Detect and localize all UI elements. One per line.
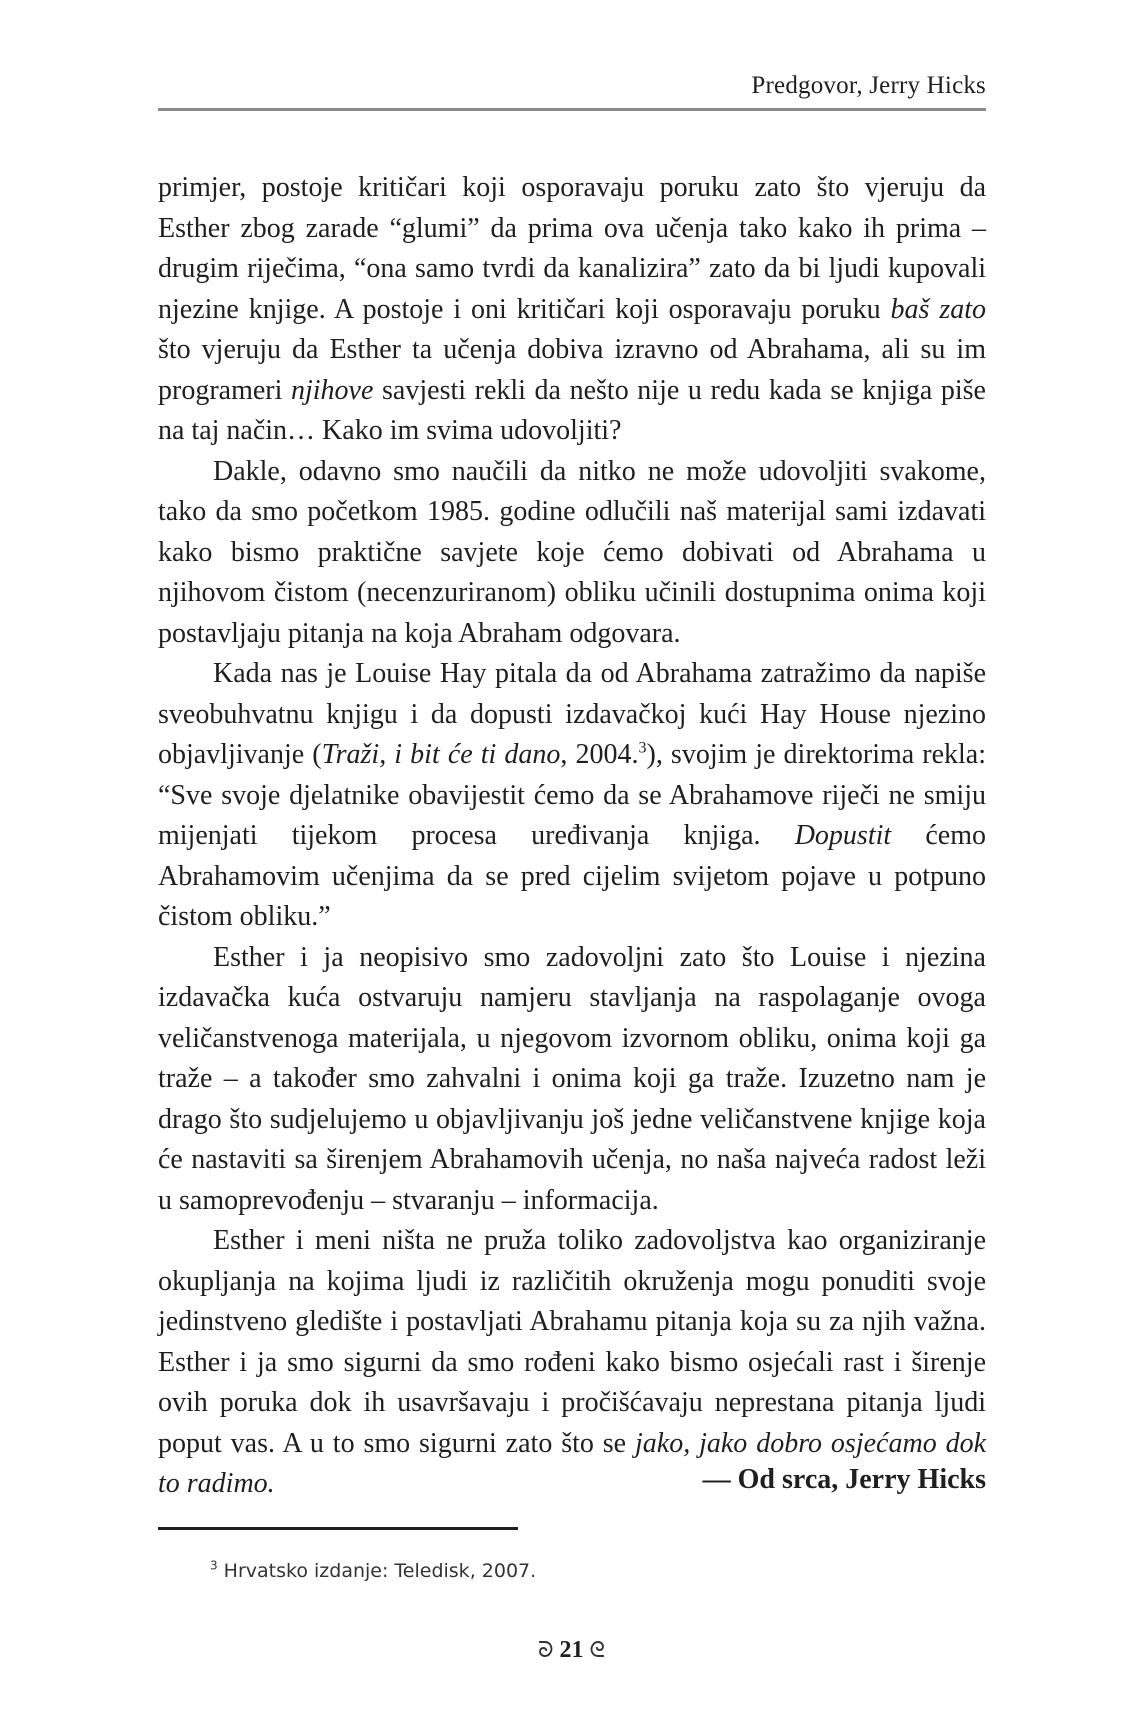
- header-rule: [158, 108, 986, 111]
- ornament-right-icon: ᘓ: [589, 1637, 605, 1662]
- paragraph: [158, 452, 986, 655]
- italic-text: Dopustit: [794, 820, 892, 851]
- text-run: što vjeruju da Esther ta učenja dobiva izravno od Abrahama, ali su im programeri: [158, 334, 986, 406]
- text-run: savjesti rekli da nešto nije u redu kada se knjiga piše na taj način… Kako im svima udovoljiti?: [158, 374, 986, 446]
- footnote-rule: [158, 1527, 518, 1530]
- running-head: Predgovor, Jerry Hicks: [751, 72, 986, 99]
- text-run: Esther i ja neopisivo smo zadovoljni zato što Louise i njezina izdavačka kuća ostvaruju namjeru stavljanja na raspolaganje ovoga veličanstvenoga materijala, u njegovom izvornom obliku, onima koji ga traže – a također smo zahvalni i onima koji ga traže. Izuzetno nam je drago što sudjelujemo u objavljivanju još jedne veličanstvene knjige koja će nastaviti sa širenjem Abrahamovih učenja, no naša najveća radost leži u samoprevođenju – stvaranju – informacija.: [158, 941, 986, 1216]
- italic-text: njihove: [291, 374, 374, 406]
- text-run: , 2004.: [560, 739, 639, 770]
- text-run: primjer, postoje kritičari koji osporavaju poruku zato što vjeruju da Esther zbog zarade “glumi” da prima ova učenja tako kako ih prima – drugim riječima, “ona samo tvrdi da kanalizira” zato da bi ljudi kupovali njezine knjige. A postoje i oni kritičari koji osporavaju poruku: [158, 172, 986, 325]
- text-run: Esther i meni ništa ne pruža toliko zadovoljstva kao organiziranje okupljanja na kojima ljudi iz različitih okruženja mogu ponuditi svoje jedinstveno gledište i postavljati Abrahamu pitanja koja su za njih važna. Esther i ja smo sigurni da smo rođeni kako bismo osjećali rast i širenje ovih poruka dok ih usavršavaju i pročišćavaju neprestana pitanja ljudi poput vas. A u to smo sigurni zato što se: [158, 1225, 986, 1459]
- text-run: ćemo Abrahamovim učenjima da se pred cijelim svijetom pojave u potpuno čistom obliku.”: [158, 820, 986, 932]
- body-text: [158, 168, 986, 1505]
- ornament-left-icon: ᘐ: [538, 1637, 554, 1662]
- page-number: 21: [559, 1637, 584, 1663]
- text-run: ), svojim je direktorima rekla: “Sve svoje djelatnike obavijestit ćemo da se Abrahamove riječi ne smiju mijenjati tijekom procesa uređivanja knjiga.: [158, 739, 987, 851]
- paragraph: [158, 654, 986, 938]
- text-run: Kada nas je Louise Hay pitala da od Abrahama zatražimo da napiše sveobuhvatnu knjigu i da dopusti izdavačkoj kući Hay House njezino objavljivanje (: [158, 658, 986, 770]
- footnote: [210, 1560, 536, 1582]
- paragraph: [158, 168, 986, 452]
- italic-text: jako, jako dobro osjećamo dok to radimo.: [158, 1427, 987, 1499]
- italic-text: baš zato: [890, 293, 986, 325]
- italic-text: Traži, i bit će ti dano: [321, 739, 561, 770]
- footnote-marker: 3: [210, 1558, 218, 1573]
- paragraph: [158, 1221, 986, 1505]
- paragraph: [158, 938, 986, 1222]
- footnote-reference: 3: [638, 739, 647, 757]
- page-footer: [0, 1637, 1143, 1664]
- text-run: Dakle, odavno smo naučili da nitko ne može udovoljiti svakome, tako da smo početkom 1985. godine odlučili naš materijal sami izdavati kako bismo praktične savjete koje ćemo dobivati od Abrahama u njihovom čistom (necenzuriranom) obliku učinili dostupnima onima koji postavljaju pitanja na koja Abraham odgovara.: [158, 455, 986, 649]
- signature: — Od srca, Jerry Hicks: [702, 1464, 986, 1495]
- footnote-text: Hrvatsko izdanje: Teledisk, 2007.: [217, 1560, 537, 1582]
